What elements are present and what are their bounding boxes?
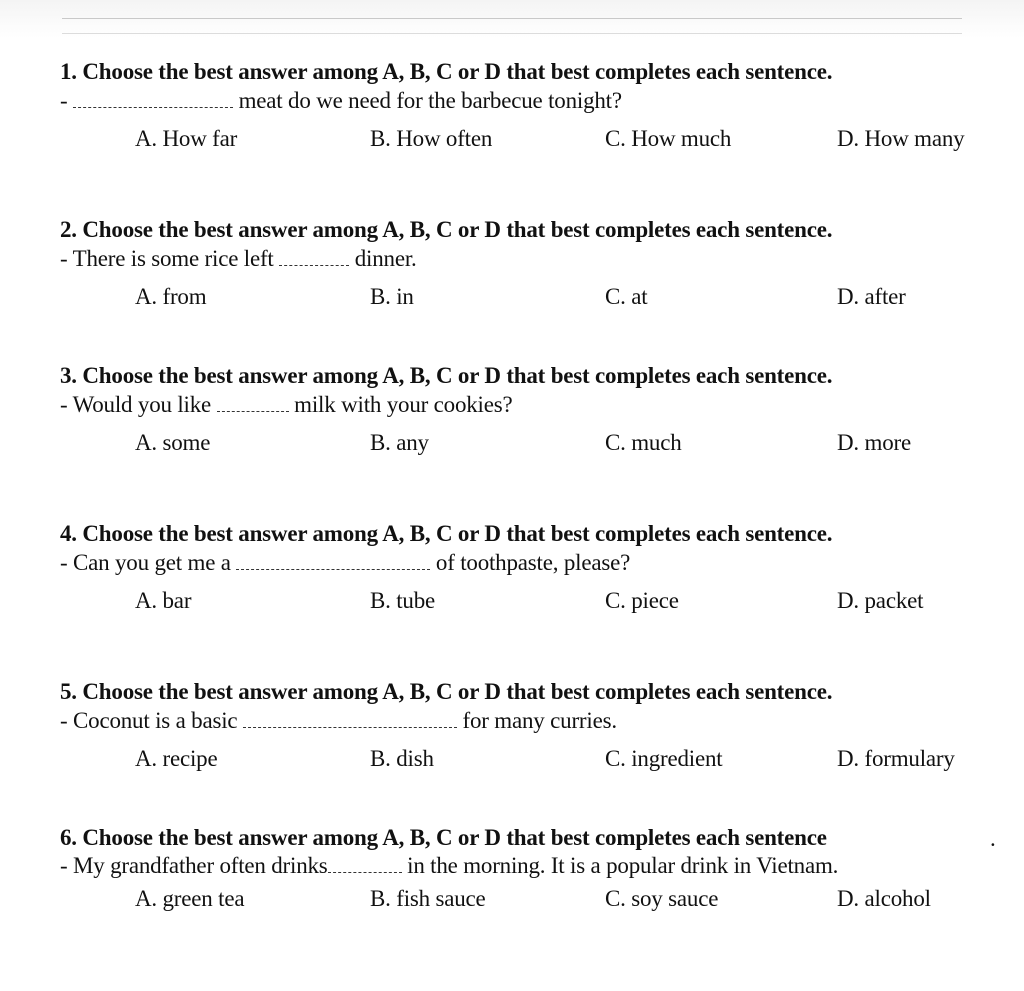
question-5-stem-after: for many curries. [462, 708, 617, 733]
question-1-blank[interactable] [73, 87, 233, 108]
question-3-stem [60, 390, 990, 420]
question-2-heading: 2. Choose the best answer among A, B, C or D that best completes each sentence. [60, 217, 833, 242]
question-4-stem-before: - Can you get me a [60, 550, 231, 575]
question-4-option-d[interactable]: D. packet [837, 588, 924, 613]
question-6 [60, 824, 990, 924]
question-6-blank[interactable] [328, 852, 402, 873]
question-4-heading: 4. Choose the best answer among A, B, C or D that best completes each sentence. [60, 521, 833, 546]
question-2 [60, 216, 990, 322]
question-2-blank[interactable] [279, 245, 349, 266]
question-4-stem-after: of toothpaste, please? [435, 550, 631, 575]
question-3-stem-before: - Would you like [60, 392, 212, 417]
question-1-stem [60, 86, 990, 116]
question-1-options [60, 124, 990, 164]
question-5-option-a[interactable]: A. recipe [135, 746, 218, 771]
question-2-stem-after: dinner. [354, 246, 417, 271]
top-divider-secondary [62, 33, 962, 34]
question-6-option-b[interactable]: B. fish sauce [370, 886, 486, 911]
question-1-option-c[interactable]: C. How much [605, 126, 732, 151]
top-divider [62, 18, 962, 19]
question-3-heading: 3. Choose the best answer among A, B, C or D that best completes each sentence. [60, 363, 833, 388]
question-2-stem-before: - There is some rice left [60, 246, 274, 271]
question-6-option-c[interactable]: C. soy sauce [605, 886, 719, 911]
question-5-stem-before: - Coconut is a basic [60, 708, 238, 733]
question-1-option-a[interactable]: A. How far [135, 126, 238, 151]
question-2-option-a[interactable]: A. from [135, 284, 207, 309]
question-6-stem-before: - My grandfather often drinks [60, 853, 328, 878]
question-1-stem-before: - [60, 88, 68, 113]
question-5 [60, 678, 990, 784]
question-5-option-c[interactable]: C. ingredient [605, 746, 723, 771]
question-4-option-c[interactable]: C. piece [605, 588, 679, 613]
question-1 [60, 58, 990, 164]
question-6-option-d[interactable]: D. alcohol [837, 886, 931, 911]
question-5-option-b[interactable]: B. dish [370, 746, 434, 771]
question-1-stem-after: meat do we need for the barbecue tonight? [238, 88, 622, 113]
question-3-options [60, 428, 990, 468]
question-6-stem [60, 844, 880, 888]
question-3-option-c[interactable]: C. much [605, 430, 682, 455]
question-2-stem [60, 244, 990, 274]
question-3-option-a[interactable]: A. some [135, 430, 211, 455]
question-5-blank[interactable] [243, 707, 457, 728]
question-6-stem-after: in the morning. It is a popular drink in Vietnam. [407, 853, 839, 878]
question-3-stem-after: milk with your cookies? [294, 392, 513, 417]
question-2-option-c[interactable]: C. at [605, 284, 648, 309]
question-5-heading: 5. Choose the best answer among A, B, C or D that best completes each sentence. [60, 679, 833, 704]
question-3-blank[interactable] [217, 391, 289, 412]
question-4-blank[interactable] [236, 549, 430, 570]
question-1-option-d[interactable]: D. How many [837, 126, 965, 151]
stray-period-mark: . [990, 826, 996, 851]
question-4-option-a[interactable]: A. bar [135, 588, 192, 613]
question-2-option-b[interactable]: B. in [370, 284, 414, 309]
question-3 [60, 362, 990, 468]
question-2-options [60, 282, 990, 322]
question-6-option-a[interactable]: A. green tea [135, 886, 245, 911]
question-6-heading: 6. Choose the best answer among A, B, C or D that best completes each sentence [60, 825, 827, 850]
question-4-option-b[interactable]: B. tube [370, 588, 436, 613]
question-1-option-b[interactable]: B. How often [370, 126, 493, 151]
question-5-options [60, 744, 990, 784]
question-5-stem [60, 706, 990, 736]
question-4-options [60, 586, 990, 626]
question-4 [60, 520, 990, 626]
question-1-heading: 1. Choose the best answer among A, B, C or D that best completes each sentence. [60, 59, 833, 84]
question-3-option-b[interactable]: B. any [370, 430, 429, 455]
question-6-options [60, 884, 990, 924]
question-4-stem [60, 548, 990, 578]
question-3-option-d[interactable]: D. more [837, 430, 911, 455]
question-2-option-d[interactable]: D. after [837, 284, 906, 309]
question-5-option-d[interactable]: D. formulary [837, 746, 955, 771]
